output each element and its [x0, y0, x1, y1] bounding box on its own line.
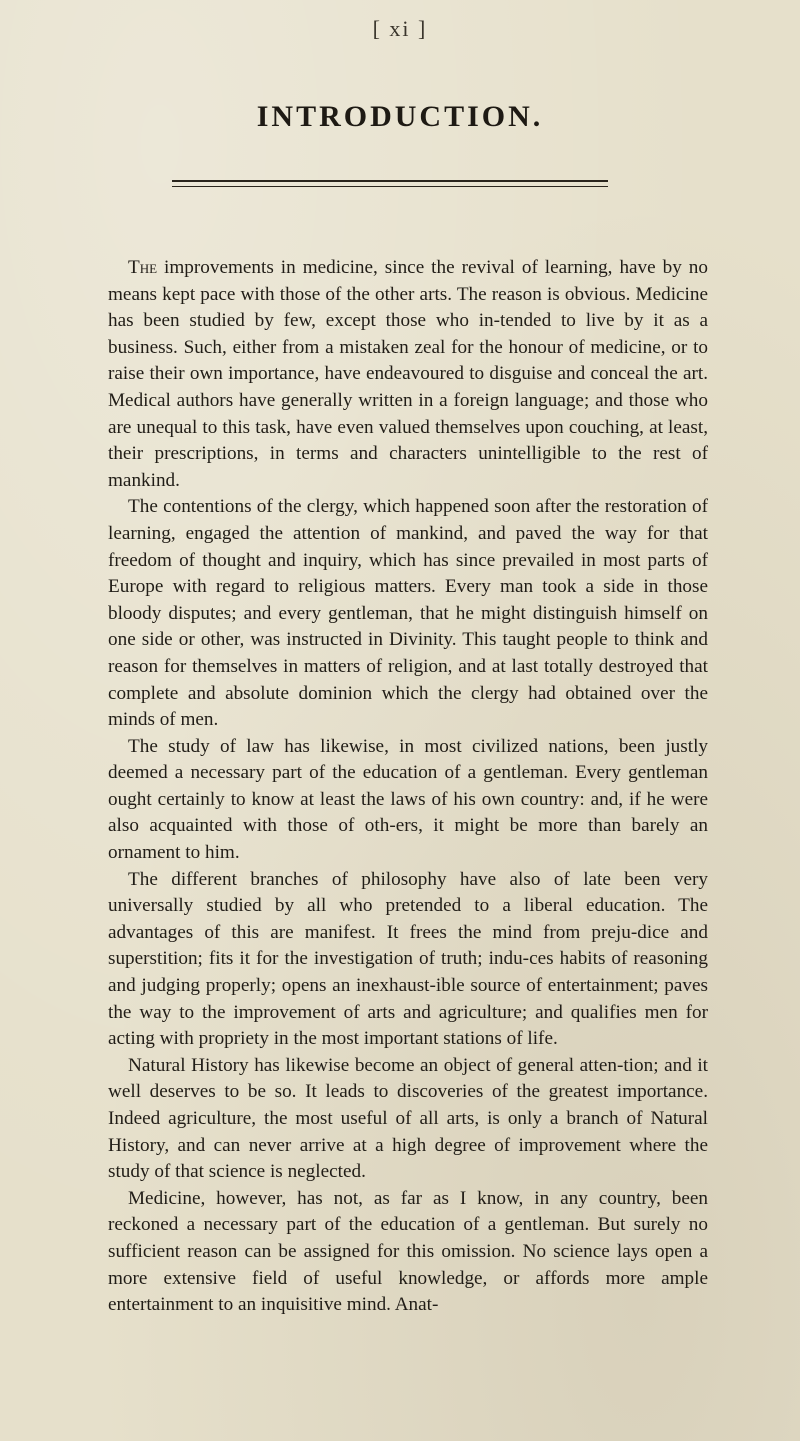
title-rule-thin [172, 186, 608, 187]
paragraph-1-text: improvements in medicine, since the revival of learning, have by no means kept pace with those of the other arts. The reason is obvious. Medicine has been studied by few, except those who in-tended to live by it as a business. Such, either from a mistaken zeal for the honour of medicine, or to raise their own importance, have endeavoured to disguise and conceal the art. Medical authors have generally written in a foreign language; and those who are unequal to this task, have even valued themselves upon couching, at least, their prescriptions, in terms and characters unintelligible to the rest of mankind. [108, 257, 708, 491]
paragraph-4: The different branches of philosophy have also of late been very universally studied by all who pretended to a liberal education. The advantages of this are manifest. It frees the mind from preju-dice and superstition; fits it for the investigation of truth; indu-ces habits of reasoning and judging properly; opens an inexhaust-ible source of entertainment; paves the way to the improvement of arts and agriculture; and qualifies men for acting with propriety in the most important stations of life. [108, 868, 708, 1050]
paragraph-3: The study of law has likewise, in most civilized nations, been justly deemed a necessary part of the education of a gentleman. Every gentleman ought certainly to know at least the laws of his own country: and, if he were also acquainted with those of oth-ers, it might be more than barely an ornament to him. [108, 735, 708, 864]
title-rule-thick [172, 180, 608, 182]
paragraph-1 [108, 255, 708, 494]
paragraph-lead-word: The [128, 257, 158, 278]
page-number: [ xi ] [372, 16, 428, 41]
paragraph-5: Natural History has likewise become an object of general atten-tion; and it well deserves to be so. It leads to discoveries of the greatest importance. Indeed agriculture, the most useful of all arts, is only a branch of Natural History, and can never arrive at a high degree of improvement where the study of that science is neglected. [108, 1054, 708, 1183]
body-text [108, 255, 708, 1319]
chapter-title: INTRODUCTION. [256, 100, 544, 133]
paragraph-6: Medicine, however, has not, as far as I know, in any country, been reckoned a necessary part of the education of a gentleman. But surely no sufficient reason can be assigned for this omission. No science lays open a more extensive field of useful knowledge, or affords more ample entertainment to an inquisitive mind. Anat- [108, 1187, 708, 1316]
paragraph-2: The contentions of the clergy, which happened soon after the restoration of learning, engaged the attention of mankind, and paved the way for that freedom of thought and inquiry, which has since prevailed in most parts of Europe with regard to religious matters. Every man took a side in those bloody disputes; and every gentleman, that he might distinguish himself on one side or other, was instructed in Divinity. This taught people to think and reason for themselves in matters of religion, and at last totally destroyed that complete and absolute dominion which the clergy had obtained over the minds of men. [108, 496, 708, 731]
